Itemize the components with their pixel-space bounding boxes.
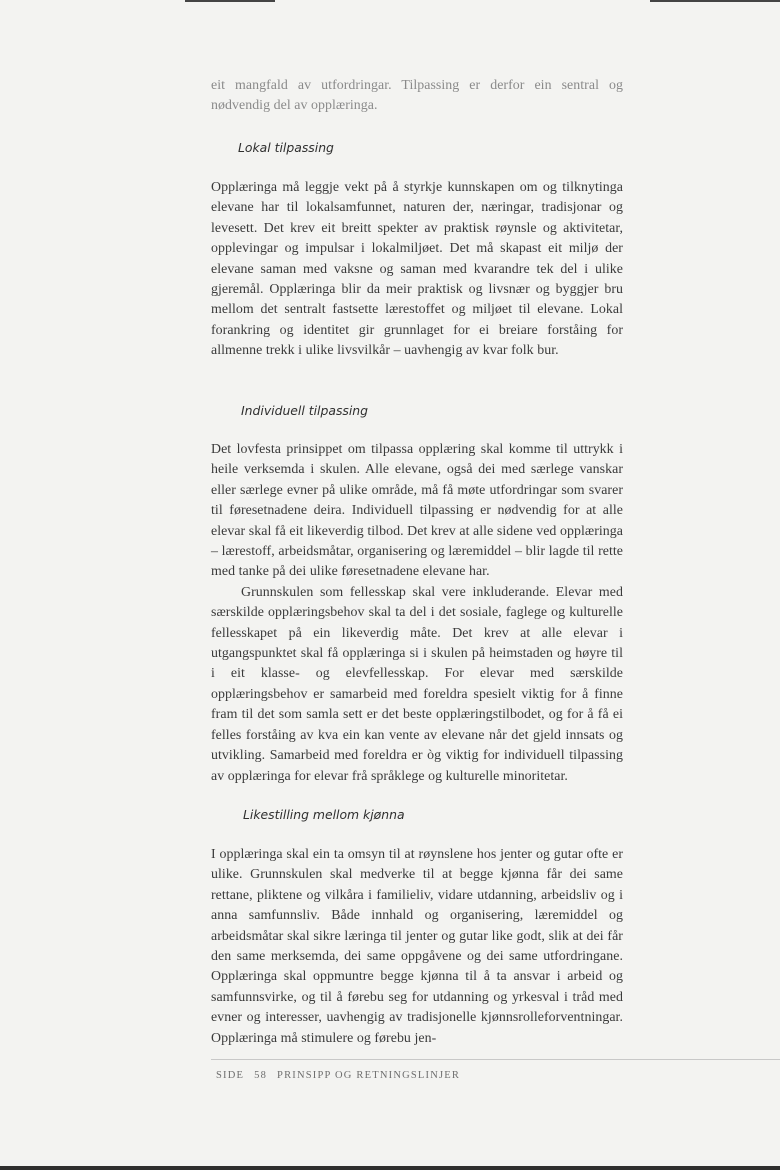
paragraph: Grunnskulen som fellesskap skal vere inkluderande. Elevar med særskilde opplæringsbehov skal ta del i det sosiale, faglege og kulturelle fellesskapet på ein likeverdig måte. Det krev at alle elevar i utgangspunktet skal få opplæringa si i skulen på heimstaden og høyre til i eit klasse- og elevfellesskap. For elevar med særskilde opplæringsbehov er samarbeid med foreldra spesielt viktig for å finne fram til det som samla sett er det beste opplæringstilbodet, og for å få ei felles forståing av kva ein kan vente av elevane når det gjeld innsats og utvikling. Samarbeid med foreldra er òg viktig for individuell tilpassing av opplæringa for elevar frå språklege og kulturelle minoritetar. [211,584,623,784]
scan-bottom-edge [0,1166,780,1170]
paragraph: I opplæringa skal ein ta omsyn til at røynslene hos jenter og gutar ofte er ulike. Grunnskulen skal medverke til at begge kjønna får dei same rettane, pliktene og vilkåra i familieliv, vidare utdanning, arbeidsliv og i anna samfunnsliv. Både innhald og organisering, læremiddel og arbeidsmåtar skal sikre læringa til jenter og gutar like godt, slik at dei får den same merksemda, dei same oppgåvene og dei same utfordringane. Opplæringa skal oppmuntre begge kjønna til å ta ansvar i arbeid og samfunnsvirke, og til å førebu seg for utdanning og yrkesval i tråd med evner og interesser, uavhengig av tradisjonelle kjønnsrolleforventningar. Opplæringa må stimulere og førebu jen- [211,847,623,1046]
paragraph: Det lovfesta prinsippet om tilpassa opplæring skal komme til uttrykk i heile verksemda i skulen. Alle elevane, også dei med særlege vanskar eller særlege evner på ulike område, må få møte utfordringar som svarer til føresetnadene deira. Individuell tilpassing er nødvendig for at alle elevar skal få eit likeverdig tilbod. Det krev at alle sidene ved opplæringa – lærestoff, arbeidsmåtar, organisering og læremiddel – blir lagde til rette med tanke på dei ulike føresetnadene elevane har. [211,442,623,580]
page-footer [216,1070,470,1081]
section-heading-likestilling: Likestilling mellom kjønna [243,807,405,822]
paragraph: Opplæringa må leggje vekt på å styrkje kunnskapen om og tilknytinga elevane har til lokalsamfunnet, naturen der, næringar, tradisjonar og levesett. Det krev eit breitt spekter av praktisk røynsle og aktivitetar, opplevingar og impulsar i lokalmiljøet. Det må skapast eit miljø der elevane saman med vaksne og saman med kvarandre tek del i ulike gjeremål. Opplæringa blir da meir praktisk og livsnær og byggjer bru mellom det sentralt fastsette lærestoffet og miljøet til elevane. Lokal forankring og identitet gir grunnlaget for ei breiare forståing for allmenne trekk i ulike livsvilkår – uavhengig av kvar folk bur. [211,180,623,359]
footer-rule [211,1059,780,1060]
scan-edge-mark [185,0,275,2]
section-body-likestilling [211,845,623,1049]
scan-edge-mark [650,0,780,2]
intro-paragraph: eit mangfald av utfordringar. Tilpassing er derfor ein sentral og nødvendig del av opplæringa. [211,78,623,114]
footer-side-label: SIDE [216,1070,245,1081]
page-number: 58 [254,1070,268,1081]
running-title: PRINSIPP OG RETNINGSLINJER [277,1070,461,1081]
section-body-lokal-tilpassing [211,178,623,362]
section-heading-individuell-tilpassing: Individuell tilpassing [241,403,369,418]
section-body-individuell-tilpassing [211,440,623,787]
intro-block [211,76,623,117]
section-heading-lokal-tilpassing: Lokal tilpassing [238,140,334,155]
